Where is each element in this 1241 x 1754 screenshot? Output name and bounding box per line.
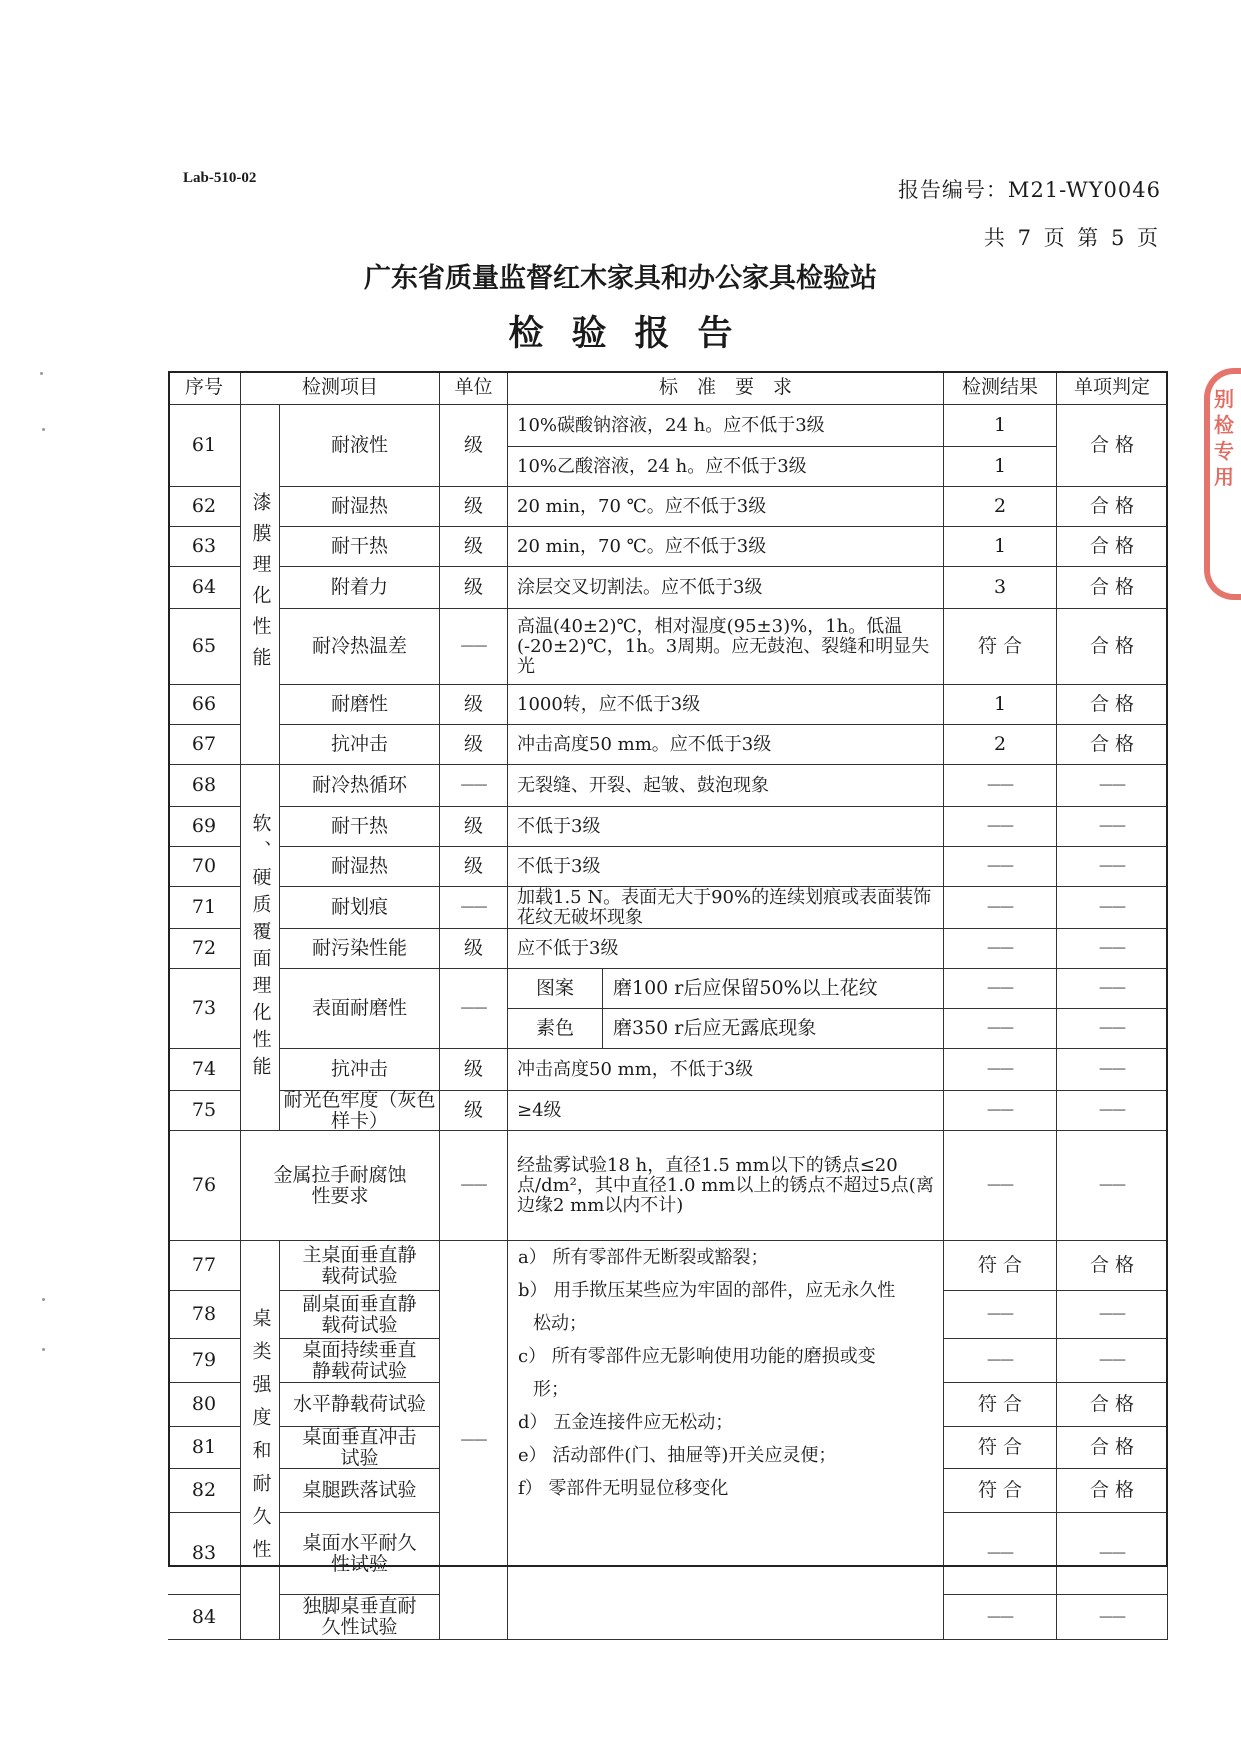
result: 符 合 [944,1469,1057,1513]
row-no: 82 [168,1469,241,1513]
standard-line: a） 所有零部件无断裂或豁裂； [518,1247,769,1268]
header-no: 序号 [168,371,241,405]
row-no: 66 [168,685,241,725]
standard-line: 松动； [533,1313,587,1334]
row-no: 70 [168,847,241,887]
scan-speck [42,428,45,431]
result-dash: —— [944,929,1057,969]
row-no: 75 [168,1091,241,1131]
scan-speck [42,1298,45,1301]
result: 1 [944,685,1057,725]
sub-category: 素色 [508,1009,603,1048]
unit: —— [440,887,508,929]
unit: 级 [440,487,508,527]
standard-line: 形； [533,1379,569,1400]
row-no: 62 [168,487,241,527]
judgment: 合 格 [1057,567,1168,609]
test-item: 桌面持续垂直静载荷试验 [280,1339,440,1383]
row-no: 79 [168,1339,241,1383]
standard: 磨100 r后应保留50%以上花纹 [613,977,878,999]
header-unit: 单位 [440,371,508,405]
unit: —— [440,765,508,807]
standard: 10%乙酸溶液，24 h。应不低于3级 [508,447,944,487]
judgment-dash: —— [1057,969,1168,1009]
standard: 20 min，70 ℃。应不低于3级 [508,487,944,527]
standard-plain [508,1009,944,1049]
standard-line: c） 所有零部件应无影响使用功能的磨损或变 [518,1346,876,1367]
judgment: 合 格 [1057,487,1168,527]
row-no: 83 [168,1513,241,1595]
judgment-dash: —— [1057,1131,1168,1241]
unit: —— [440,1241,508,1640]
standard: 不低于3级 [508,807,944,847]
judgment-dash: —— [1057,807,1168,847]
test-item: 耐划痕 [280,887,440,929]
test-item: 表面耐磨性 [280,969,440,1049]
standard-line: d） 五金连接件应无松动； [518,1412,734,1433]
result-dash: —— [944,1009,1057,1049]
test-item: 抗冲击 [280,1049,440,1091]
row-no: 74 [168,1049,241,1091]
sub-category: 图案 [508,969,603,1008]
result: 2 [944,487,1057,527]
unit: 级 [440,405,508,487]
row-no: 64 [168,567,241,609]
test-item: 耐液性 [280,405,440,487]
test-item: 金属拉手耐腐蚀性要求 [241,1131,440,1241]
judgment-dash: —— [1057,1009,1168,1049]
scan-speck [42,1348,45,1351]
standard: ≥4级 [508,1091,944,1131]
row-no: 67 [168,725,241,765]
scan-speck [40,372,43,375]
test-item: 桌面垂直冲击试验 [280,1427,440,1469]
group-desk-strength: 桌类强度和耐久性 [241,1241,280,1640]
test-item: 耐干热 [280,807,440,847]
row-no: 84 [168,1595,241,1640]
result-dash: —— [944,969,1057,1009]
unit: 级 [440,527,508,567]
result-dash: —— [944,847,1057,887]
result-dash: —— [944,765,1057,807]
unit: —— [440,969,508,1049]
judgment-dash: —— [1057,1049,1168,1091]
row-no: 81 [168,1427,241,1469]
unit: —— [440,609,508,685]
standard: 磨350 r后应无露底现象 [613,1017,817,1039]
test-item: 耐光色牢度（灰色样卡） [280,1091,440,1131]
judgment: 合 格 [1057,1469,1168,1513]
test-item: 副桌面垂直静载荷试验 [280,1291,440,1339]
unit: 级 [440,807,508,847]
unit: 级 [440,1091,508,1131]
desk-standard-list [508,1241,944,1640]
standard: 冲击高度50 mm。应不低于3级 [508,725,944,765]
judgment-dash: —— [1057,1595,1168,1640]
judgment: 合 格 [1057,527,1168,567]
test-item: 耐污染性能 [280,929,440,969]
result: 1 [944,527,1057,567]
result: 3 [944,567,1057,609]
seal-text: 别检专用 [1214,387,1234,489]
unit: 级 [440,685,508,725]
row-no: 71 [168,887,241,929]
judgment: 合 格 [1057,405,1168,487]
judgment: 合 格 [1057,1241,1168,1291]
result-dash: —— [944,1513,1057,1595]
result: 符 合 [944,1241,1057,1291]
judgment-dash: —— [1057,1339,1168,1383]
standard: 冲击高度50 mm，不低于3级 [508,1049,944,1091]
judgment-dash: —— [1057,765,1168,807]
row-no: 68 [168,765,241,807]
header-judgment: 单项判定 [1057,371,1168,405]
result-dash: —— [944,1091,1057,1131]
judgment: 合 格 [1057,725,1168,765]
row-no: 76 [168,1131,241,1241]
page-indicator: 共 7 页 第 5 页 [983,226,1161,250]
judgment: 合 格 [1057,685,1168,725]
test-item: 桌腿跌落试验 [280,1469,440,1513]
judgment-dash: —— [1057,1513,1168,1595]
judgment-dash: —— [1057,847,1168,887]
result: 符 合 [944,1383,1057,1427]
header-result: 检测结果 [944,371,1057,405]
standard: 10%碳酸钠溶液，24 h。应不低于3级 [508,405,944,447]
form-code: Lab-510-02 [183,170,257,186]
test-item: 耐冷热循环 [280,765,440,807]
judgment: 合 格 [1057,1383,1168,1427]
test-item: 独脚桌垂直耐久性试验 [280,1595,440,1640]
unit: 级 [440,929,508,969]
result: 符 合 [944,609,1057,685]
group-surface-cover: 软、硬质覆面理化性能 [241,765,280,1131]
unit: 级 [440,1049,508,1091]
test-item: 耐磨性 [280,685,440,725]
standard-line: b） 用手揿压某些应为牢固的部件，应无永久性 [518,1280,896,1301]
row-no: 77 [168,1241,241,1291]
standard-pattern [508,969,944,1009]
result: 2 [944,725,1057,765]
standard: 应不低于3级 [508,929,944,969]
test-item: 抗冲击 [280,725,440,765]
test-item: 水平静载荷试验 [280,1383,440,1427]
group-paint-film: 漆膜理化性能 [241,405,280,765]
result: 1 [944,447,1057,487]
result-dash: —— [944,1291,1057,1339]
report-title: 检验报告 [508,314,761,354]
row-no: 78 [168,1291,241,1339]
standard: 经盐雾试验18 h，直径1.5 mm以下的锈点≤20点/dm²，其中直径1.0 mm以上的锈点不超过5点(离边缘2 mm以内不计) [508,1131,944,1241]
test-item: 桌面水平耐久性试验 [280,1513,440,1595]
judgment: 合 格 [1057,1427,1168,1469]
test-item: 耐湿热 [280,487,440,527]
header-standard: 标 准 要 求 [508,371,944,405]
result-dash: —— [944,1339,1057,1383]
unit: 级 [440,725,508,765]
judgment-dash: —— [1057,1291,1168,1339]
header-item: 检测项目 [241,371,440,405]
judgment-dash: —— [1057,1091,1168,1131]
standard-line: e） 活动部件(门、抽屉等)开关应灵便； [518,1445,837,1466]
standard: 20 min，70 ℃。应不低于3级 [508,527,944,567]
result-dash: —— [944,1131,1057,1241]
result-dash: —— [944,887,1057,929]
standard: 无裂缝、开裂、起皱、鼓泡现象 [508,765,944,807]
standard: 1000转，应不低于3级 [508,685,944,725]
result: 1 [944,405,1057,447]
judgment-dash: —— [1057,929,1168,969]
judgment: 合 格 [1057,609,1168,685]
standard: 涂层交叉切割法。应不低于3级 [508,567,944,609]
report-number: 报告编号：M21-WY0046 [897,178,1161,202]
result-dash: —— [944,1049,1057,1091]
test-item: 附着力 [280,567,440,609]
row-no: 61 [168,405,241,487]
unit: —— [440,1131,508,1241]
row-no: 72 [168,929,241,969]
unit: 级 [440,847,508,887]
row-no: 65 [168,609,241,685]
test-item: 耐冷热温差 [280,609,440,685]
result-dash: —— [944,1595,1057,1640]
inspection-table [168,371,1168,1638]
test-item: 耐湿热 [280,847,440,887]
unit: 级 [440,567,508,609]
organization-name: 广东省质量监督红木家具和办公家具检验站 [364,263,877,294]
judgment-dash: —— [1057,887,1168,929]
standard: 高温(40±2)℃，相对湿度(95±3)%，1h。低温(-20±2)℃，1h。3周期。应无鼓泡、裂缝和明显失光 [508,609,944,685]
row-no: 69 [168,807,241,847]
row-no: 63 [168,527,241,567]
row-no: 73 [168,969,241,1049]
result: 符 合 [944,1427,1057,1469]
row-no: 80 [168,1383,241,1427]
test-item: 主桌面垂直静载荷试验 [280,1241,440,1291]
test-item: 耐干热 [280,527,440,567]
standard: 不低于3级 [508,847,944,887]
standard-line: f） 零部件无明显位移变化 [518,1478,729,1499]
standard: 加载1.5 N。表面无大于90%的连续划痕或表面装饰花纹无破坏现象 [508,887,944,929]
result-dash: —— [944,807,1057,847]
